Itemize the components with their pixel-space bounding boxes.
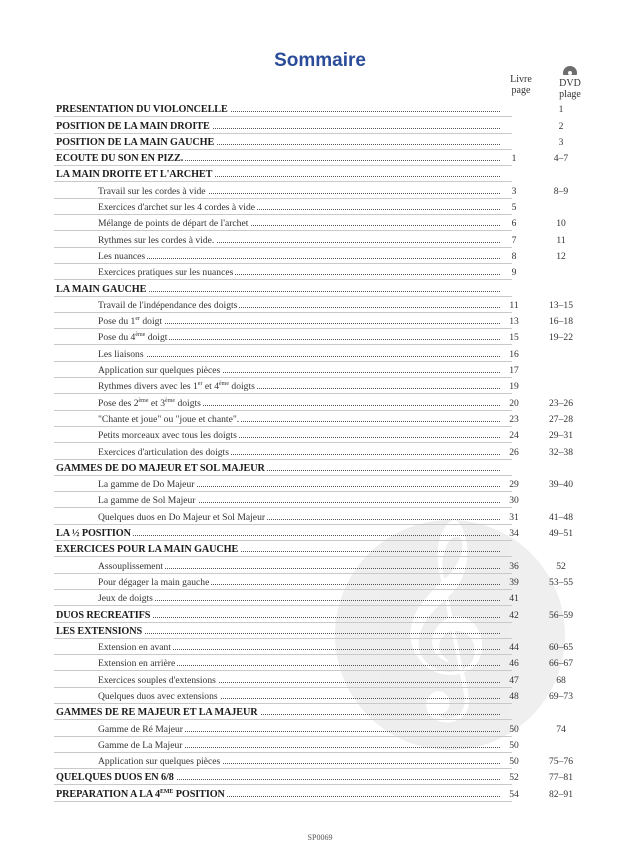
treble-clef-icon: 𝄞 [390, 516, 491, 714]
toc-entry-row [54, 296, 586, 312]
toc-dvd-track: 68 [556, 674, 566, 686]
toc-dvd-track: 1 [558, 104, 564, 116]
toc-book-page: 50 [509, 739, 519, 751]
toc-section-row [54, 622, 586, 638]
toc-dvd-track: 53–55 [549, 576, 573, 588]
toc-dvd-track: 41–48 [549, 511, 573, 523]
toc-dvd-track: 19–22 [549, 332, 573, 344]
toc-section-row [54, 279, 586, 295]
toc-book-page: 16 [509, 348, 519, 360]
toc-entry-title: La gamme de Do Majeur [98, 479, 195, 491]
toc-book-page: 26 [509, 446, 519, 458]
toc-entry-row [54, 393, 586, 409]
toc-entry-title: ECOUTE DU SON EN PIZZ. [56, 153, 184, 165]
toc-entry-row [54, 491, 586, 507]
toc-dvd-track: 13–15 [549, 299, 573, 311]
toc-entry-title: QUELQUES DUOS EN 6/8 [56, 772, 174, 784]
toc-dvd-track: 82–91 [549, 788, 573, 800]
toc-book-page: 24 [509, 430, 519, 442]
toc-dvd-track: 8–9 [553, 185, 569, 197]
toc-dvd-track: 66–67 [549, 658, 573, 670]
toc-dvd-track: 52 [556, 560, 566, 572]
toc-entry-title: DUOS RECREATIFS [56, 609, 151, 621]
toc-entry-title: Gamme de La Majeur [98, 739, 183, 751]
toc-entry-title: Pose du 4ème doigt [98, 332, 168, 344]
toc-book-page: 3 [511, 185, 517, 197]
toc-entry-title: La gamme de Sol Majeur [98, 495, 196, 507]
toc-entry-title: PRESENTATION DU VIOLONCELLE [56, 104, 228, 116]
table-of-contents [54, 100, 586, 801]
toc-entry-title: Quelques duos en Do Majeur et Sol Majeur [98, 511, 266, 523]
toc-book-page: 44 [509, 642, 519, 654]
toc-book-page: 48 [509, 690, 519, 702]
toc-entry-title: LA MAIN DROITE ET L'ARCHET [56, 169, 213, 181]
toc-entry-row [54, 736, 586, 752]
toc-entry-title: EXERCICES POUR LA MAIN GAUCHE [56, 544, 239, 556]
dot-leader [100, 356, 500, 357]
toc-entry-row [54, 687, 586, 703]
toc-entry-row [54, 442, 586, 458]
toc-book-page: 41 [509, 593, 519, 605]
toc-entry-title: Exercices d'archet sur les 4 cordes à vide [98, 202, 256, 214]
toc-entry-title: Travail de l'indépendance des doigts [98, 299, 238, 311]
toc-entry-row [54, 247, 586, 263]
toc-book-page: 11 [509, 299, 519, 311]
toc-book-page: 52 [509, 772, 519, 784]
toc-entry-row [54, 573, 586, 589]
toc-entry-title: Rythmes divers avec les 1er et 4ème doigts [98, 381, 255, 393]
toc-book-page: 23 [509, 413, 519, 425]
toc-section-row [54, 459, 586, 475]
column-header-livre-page: Livre page [510, 74, 532, 96]
toc-entry-title: "Chante et joue" ou "joue et chante". [98, 413, 240, 425]
page-title: Sommaire [274, 50, 366, 71]
toc-entry-title: PREPARATION A LA 4EME POSITION [56, 788, 225, 800]
toc-dvd-track: 23–26 [549, 397, 573, 409]
toc-book-page: 20 [509, 397, 519, 409]
toc-entry-row [54, 263, 586, 279]
toc-entry-row [54, 654, 586, 670]
toc-book-page: 39 [509, 576, 519, 588]
toc-entry-title: Extension en avant [98, 642, 171, 654]
toc-dvd-track: 60–65 [549, 642, 573, 654]
toc-section-row [54, 703, 586, 719]
toc-book-page: 7 [511, 234, 517, 246]
toc-entry-row [54, 589, 586, 605]
toc-entry-title: POSITION DE LA MAIN GAUCHE [56, 136, 215, 148]
toc-book-page: 47 [509, 674, 519, 686]
dot-leader [100, 600, 500, 601]
toc-entry-title: Petits morceaux avec tous les doigts [98, 430, 237, 442]
toc-entry-title: Application sur quelques pièces [98, 365, 221, 377]
toc-section-row [54, 149, 586, 165]
toc-book-page: 15 [509, 332, 519, 344]
toc-dvd-track: 3 [558, 136, 564, 148]
toc-book-page: 19 [509, 381, 519, 393]
toc-entry-title: LES EXTENSIONS [56, 625, 143, 637]
toc-dvd-track: 32–38 [549, 446, 573, 458]
toc-entry-row [54, 344, 586, 360]
toc-section-row [54, 540, 586, 556]
toc-dvd-track: 75–76 [549, 756, 573, 768]
disc-icon [563, 66, 577, 75]
toc-entry-row [54, 507, 586, 523]
toc-entry-title: Exercices pratiques sur les nuances [98, 267, 234, 279]
toc-entry-title: Pose du 1er doigt [98, 316, 163, 328]
toc-entry-row [54, 377, 586, 393]
toc-book-page: 29 [509, 479, 519, 491]
toc-entry-title: GAMMES DE DO MAJEUR ET SOL MAJEUR [56, 462, 265, 474]
toc-section-row [54, 116, 586, 132]
toc-book-page: 30 [509, 495, 519, 507]
toc-entry-row [54, 475, 586, 491]
toc-section-row [54, 605, 586, 621]
toc-entry-title: Quelques duos avec extensions [98, 690, 218, 702]
toc-entry-row [54, 181, 586, 197]
toc-entry-title: GAMMES DE RE MAJEUR ET LA MAJEUR [56, 707, 258, 719]
toc-section-row [54, 100, 586, 116]
toc-dvd-track: 4–7 [553, 153, 569, 165]
toc-dvd-track: 77–81 [549, 772, 573, 784]
toc-dvd-track: 12 [556, 250, 566, 262]
toc-book-page: 5 [511, 202, 517, 214]
toc-book-page: 42 [509, 609, 519, 621]
toc-dvd-track: 2 [558, 120, 564, 132]
toc-entry-title: Travail sur les cordes à vide [98, 185, 206, 197]
dot-leader [100, 258, 500, 259]
toc-entry-row [54, 198, 586, 214]
toc-book-page: 8 [511, 250, 517, 262]
toc-section-row [54, 524, 586, 540]
toc-entry-row [54, 638, 586, 654]
toc-book-page: 31 [509, 511, 519, 523]
toc-book-page: 50 [509, 756, 519, 768]
toc-entry-title: Application sur quelques pièces [98, 756, 221, 768]
toc-book-page: 13 [509, 316, 519, 328]
toc-section-row [54, 784, 586, 800]
toc-entry-title: LA ½ POSITION [56, 528, 131, 540]
toc-entry-title: Les liaisons [98, 348, 144, 360]
toc-entry-row [54, 214, 586, 230]
toc-entry-row [54, 752, 586, 768]
toc-entry-title: Gamme de Ré Majeur [98, 723, 183, 735]
toc-book-page: 34 [509, 528, 519, 540]
toc-dvd-track: 69–73 [549, 690, 573, 702]
toc-entry-row [54, 230, 586, 246]
toc-entry-row [54, 556, 586, 572]
toc-dvd-track: 74 [556, 723, 566, 735]
toc-section-row [54, 165, 586, 181]
toc-book-page: 54 [509, 788, 519, 800]
toc-book-page: 1 [511, 153, 517, 165]
toc-dvd-track: 16–18 [549, 316, 573, 328]
toc-entry-title: Extension en arrière [98, 658, 176, 670]
toc-entry-title: Pour dégager la main gauche [98, 576, 210, 588]
toc-entry-title: Jeux de doigts [98, 593, 153, 605]
toc-dvd-track: 27–28 [549, 413, 573, 425]
toc-entry-row [54, 670, 586, 686]
toc-entry-row [54, 719, 586, 735]
toc-book-page: 36 [509, 560, 519, 572]
toc-dvd-track: 39–40 [549, 479, 573, 491]
toc-entry-row [54, 328, 586, 344]
column-header-dvd-plage: DVD plage [559, 78, 581, 100]
toc-entry-title: Rythmes sur les cordes à vide. [98, 234, 215, 246]
toc-dvd-track: 56–59 [549, 609, 573, 621]
toc-dvd-track: 49–51 [549, 528, 573, 540]
toc-dvd-track: 29–31 [549, 430, 573, 442]
toc-entry-row [54, 410, 586, 426]
toc-entry-title: Exercices d'articulation des doigts [98, 446, 229, 458]
toc-entry-row [54, 426, 586, 442]
toc-book-page: 50 [509, 723, 519, 735]
page-footer-code: SP0069 [307, 833, 333, 842]
toc-entry-row [54, 312, 586, 328]
toc-dvd-track: 10 [556, 218, 566, 230]
toc-entry-title: LA MAIN GAUCHE [56, 283, 147, 295]
toc-entry-row [54, 361, 586, 377]
toc-section-row [54, 768, 586, 784]
toc-entry-title: Mélange de points de départ de l'archet [98, 218, 249, 230]
toc-book-page: 17 [509, 365, 519, 377]
toc-dvd-track: 11 [556, 234, 566, 246]
toc-entry-title: Assouplissement [98, 560, 164, 572]
toc-entry-title: Pose des 2ème et 3ème doigts [98, 397, 201, 409]
toc-book-page: 9 [511, 267, 517, 279]
toc-entry-title: POSITION DE LA MAIN DROITE [56, 120, 210, 132]
toc-book-page: 46 [509, 658, 519, 670]
toc-book-page: 6 [511, 218, 517, 230]
toc-entry-title: Les nuances [98, 250, 146, 262]
toc-entry-title: Exercices souples d'extensions [98, 674, 216, 686]
toc-section-row [54, 133, 586, 149]
